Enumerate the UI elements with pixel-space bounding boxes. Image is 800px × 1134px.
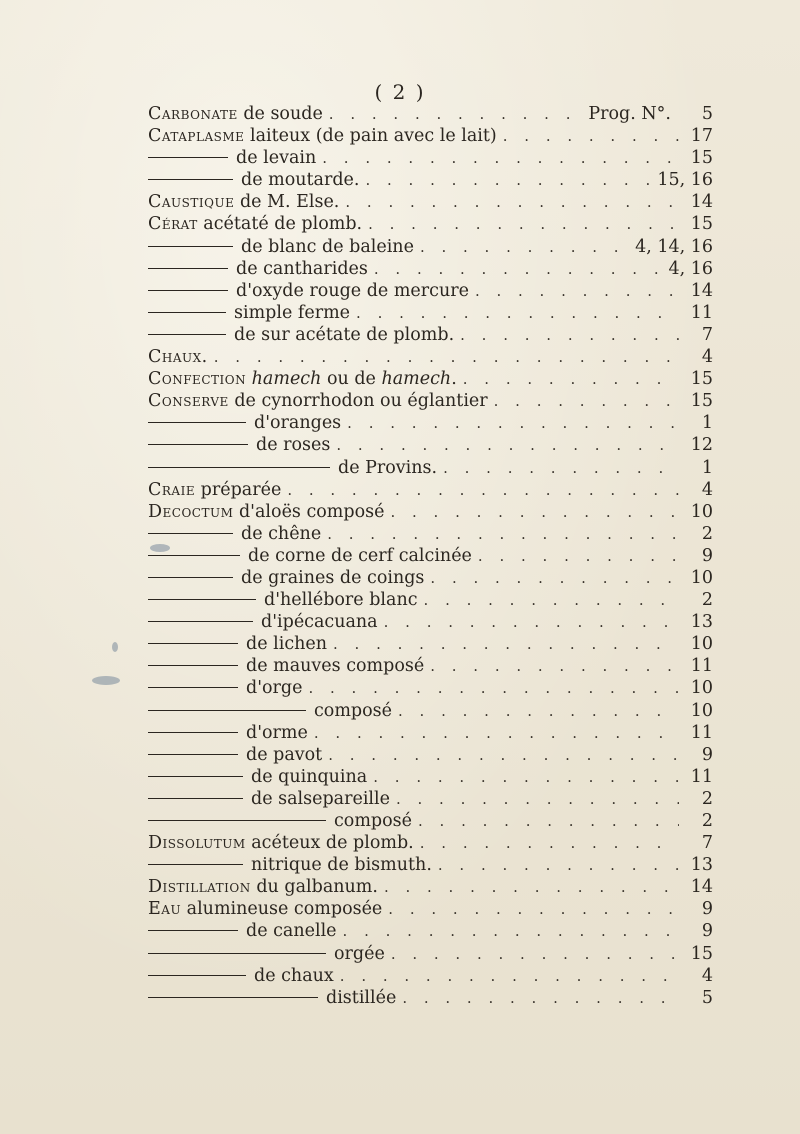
index-entry	[148, 898, 713, 920]
entry-heading: Distillation	[148, 877, 251, 898]
entry-description: de blanc de baleine	[241, 236, 414, 257]
entry-text	[254, 965, 334, 987]
index-entry	[148, 434, 713, 456]
index-entry	[148, 744, 713, 766]
entry-text	[148, 191, 339, 213]
entry-heading: Conserve	[148, 391, 229, 412]
dot-leader	[396, 788, 679, 810]
entry-text	[148, 832, 414, 854]
dot-leader	[373, 766, 679, 788]
index-entry	[148, 766, 713, 788]
entry-description: de corne de cerf calcinée	[248, 545, 472, 566]
index-entry	[148, 324, 713, 346]
dot-leader	[430, 655, 679, 677]
dot-leader	[418, 810, 679, 832]
prog-number: 1	[701, 457, 713, 478]
index-entry	[148, 125, 713, 147]
prog-number: 9	[701, 744, 713, 765]
dot-leader	[424, 589, 679, 611]
entry-text	[246, 744, 322, 766]
index-entry	[148, 523, 713, 545]
index-entry	[148, 213, 713, 235]
entry-text	[236, 147, 316, 169]
ditto-dash	[148, 732, 238, 733]
dot-leader	[327, 523, 679, 545]
index-entry	[148, 943, 713, 965]
dot-leader	[390, 501, 679, 523]
page-number: ( 2 )	[374, 80, 426, 104]
index-entry	[148, 280, 713, 302]
ditto-dash	[148, 422, 246, 423]
ditto-dash	[148, 643, 238, 644]
index-entry	[148, 722, 713, 744]
entry-description: composé	[334, 811, 413, 831]
prog-number: 4, 16	[668, 258, 713, 279]
ditto-dash	[148, 710, 306, 711]
prog-number: 17	[690, 126, 713, 147]
index-entry	[148, 147, 713, 169]
entry-description: d'orme	[246, 722, 308, 743]
dot-leader	[494, 390, 679, 412]
dot-leader	[322, 147, 679, 169]
index-entry	[148, 479, 713, 501]
entry-text	[148, 213, 362, 235]
dot-leader	[420, 236, 629, 258]
index-entry	[148, 368, 713, 390]
ditto-dash	[148, 268, 228, 269]
ditto-dash	[148, 864, 243, 865]
index-entry	[148, 258, 713, 280]
entry-text	[234, 302, 350, 324]
entry-text	[148, 876, 378, 898]
prog-number: 9	[701, 545, 713, 566]
entry-text	[326, 987, 396, 1009]
dot-leader	[365, 169, 651, 191]
prog-number: 14	[690, 192, 713, 213]
ditto-dash	[148, 997, 318, 998]
entry-text	[314, 700, 392, 722]
ditto-dash	[148, 157, 228, 158]
ditto-dash	[148, 687, 238, 688]
entry-heading: Cataplasme	[148, 126, 245, 147]
entry-text	[148, 898, 382, 920]
ditto-dash	[148, 975, 246, 976]
prog-number: 10	[690, 501, 713, 522]
index-entry	[148, 103, 713, 125]
dot-leader	[384, 611, 679, 633]
dot-leader	[391, 943, 679, 965]
entry-description: laiteux (de pain avec le lait)	[249, 126, 497, 147]
dot-leader	[336, 434, 679, 456]
entry-description: acéteux de plomb.	[251, 833, 414, 854]
index-entry	[148, 169, 713, 191]
entry-description: de chêne	[241, 523, 322, 544]
dot-leader	[329, 103, 583, 125]
dot-leader	[287, 479, 679, 501]
prog-number: 15, 16	[657, 170, 713, 191]
entry-description: de soude	[243, 104, 323, 124]
paper-speck	[92, 676, 120, 685]
entry-text	[241, 169, 359, 191]
entry-heading: Confection	[148, 369, 247, 390]
index-entry	[148, 457, 713, 479]
ditto-dash	[148, 444, 248, 445]
entry-text	[148, 501, 384, 523]
ditto-dash	[148, 599, 256, 600]
entry-description: de salsepareille	[251, 788, 390, 809]
dot-leader	[478, 545, 679, 567]
prog-number: 2	[701, 590, 713, 611]
index-entry	[148, 633, 713, 655]
dot-leader	[374, 258, 663, 280]
entry-text	[241, 236, 414, 258]
dot-leader	[345, 191, 679, 213]
index-entry	[148, 545, 713, 567]
dot-leader	[420, 832, 679, 854]
prog-number: 14	[690, 877, 713, 898]
prog-number: 10	[690, 567, 713, 588]
entry-text	[148, 479, 281, 501]
index-entry	[148, 700, 713, 722]
entry-description: de quinquina	[251, 766, 368, 787]
dot-leader	[384, 876, 679, 898]
prog-number: 13	[690, 855, 713, 876]
entry-description: de cynorrhodon ou églantier	[234, 391, 488, 412]
prog-number: 11	[690, 302, 713, 323]
entry-description: d'orge	[246, 678, 303, 699]
entry-text	[256, 434, 330, 456]
entry-description: de moutarde.	[241, 170, 360, 191]
dot-leader	[340, 965, 679, 987]
index-entry	[148, 832, 713, 854]
entry-description: de sur acétate de plomb.	[234, 324, 455, 345]
entry-description: d'hellébore blanc	[264, 590, 418, 611]
dot-leader	[388, 898, 679, 920]
prog-number: 9	[701, 899, 713, 920]
entry-description: préparée	[200, 479, 282, 500]
entry-text	[334, 810, 412, 832]
entry-description: acétaté de plomb.	[203, 214, 363, 235]
index-entry	[148, 236, 713, 258]
prog-number: 11	[690, 722, 713, 743]
entry-text	[251, 766, 367, 788]
dot-leader	[314, 722, 679, 744]
entry-text	[246, 920, 337, 942]
entry-text	[246, 655, 424, 677]
entry-text	[251, 854, 432, 876]
prog-number: 15	[690, 214, 713, 235]
entry-heading: Decoctum	[148, 501, 234, 522]
entry-text	[148, 103, 323, 125]
ditto-dash	[148, 930, 238, 931]
entry-heading: Chaux.	[148, 347, 208, 368]
paper-speck	[150, 544, 170, 552]
ditto-dash	[148, 246, 233, 247]
index-entry	[148, 965, 713, 987]
entry-description: de M. Else.	[239, 192, 340, 213]
entry-description: simple ferme	[234, 302, 351, 323]
entry-description: de chaux	[254, 965, 334, 986]
dot-leader	[356, 302, 679, 324]
ditto-dash	[148, 798, 243, 799]
entry-text	[241, 567, 424, 589]
prog-number: 1	[701, 413, 713, 434]
dot-leader	[503, 125, 679, 147]
entry-text	[246, 677, 302, 699]
index-entry	[148, 567, 713, 589]
entry-text	[254, 412, 341, 434]
prog-number: 2	[701, 523, 713, 544]
index-entry	[148, 655, 713, 677]
entry-heading: Carbonate	[148, 104, 238, 124]
entry-text	[236, 280, 469, 302]
entry-description: de cantharides	[236, 258, 368, 279]
prog-number: 4	[701, 965, 713, 986]
ditto-dash	[148, 953, 326, 954]
ditto-dash	[148, 577, 233, 578]
prog-number: 12	[690, 435, 713, 456]
entry-text	[334, 943, 385, 965]
index-entry	[148, 677, 713, 699]
index-entry	[148, 191, 713, 213]
dot-leader	[347, 412, 679, 434]
entry-text	[241, 523, 321, 545]
entry-heading: Eau	[148, 899, 182, 920]
entry-text	[236, 258, 368, 280]
entry-description: d'ipécacuana	[261, 612, 378, 633]
ditto-dash	[148, 754, 238, 755]
entry-text	[148, 390, 488, 412]
entry-description: nitrique de bismuth.	[251, 855, 432, 876]
paper-speck	[112, 642, 118, 652]
entry-heading: Caustique	[148, 192, 235, 213]
dot-leader	[368, 213, 679, 235]
dot-leader	[463, 368, 679, 390]
prog-number: 15	[690, 943, 713, 964]
entry-description: de canelle	[246, 921, 337, 942]
prog-number: 11	[690, 656, 713, 677]
dot-leader	[430, 567, 679, 589]
entry-text	[261, 611, 378, 633]
dot-leader	[308, 677, 679, 699]
prog-number: 10	[690, 678, 713, 699]
index-entry	[148, 611, 713, 633]
index-entry	[148, 346, 713, 368]
prog-number: 4	[701, 347, 713, 368]
prog-header: Prog. N°.	[588, 104, 671, 124]
ditto-dash	[148, 312, 226, 313]
entry-description: d'oxyde rouge de mercure	[236, 280, 469, 301]
entry-description: composé	[314, 700, 393, 721]
prog-number: 15	[690, 369, 713, 390]
prog-number: 4	[701, 479, 713, 500]
prog-number: 7	[701, 833, 713, 854]
prog-number: 10	[690, 634, 713, 655]
entry-description: de roses	[256, 435, 331, 456]
prog-number: 5	[701, 104, 713, 124]
ditto-dash	[148, 555, 240, 556]
index-list	[148, 103, 713, 1009]
entry-description: de Provins.	[338, 457, 438, 478]
entry-description: distillée	[326, 987, 397, 1008]
entry-text	[246, 633, 327, 655]
dot-leader	[460, 324, 679, 346]
index-entry	[148, 876, 713, 898]
entry-description: d'aloës composé	[238, 501, 385, 522]
entry-text	[148, 368, 457, 390]
entry-description: de pavot	[246, 744, 323, 765]
ditto-dash	[148, 665, 238, 666]
index-entry	[148, 788, 713, 810]
prog-number: 15	[690, 391, 713, 412]
ditto-dash	[148, 179, 233, 180]
dot-leader	[214, 346, 679, 368]
dot-leader	[443, 457, 679, 479]
prog-number: 9	[701, 921, 713, 942]
prog-number: 14	[690, 280, 713, 301]
entry-text	[248, 545, 472, 567]
index-entry	[148, 854, 713, 876]
index-entry	[148, 920, 713, 942]
prog-number: 13	[690, 612, 713, 633]
prog-number: 11	[690, 766, 713, 787]
dot-leader	[475, 280, 679, 302]
ditto-dash	[148, 467, 330, 468]
entry-description: de mauves composé	[246, 656, 425, 677]
dot-leader	[333, 633, 679, 655]
dot-leader	[402, 987, 679, 1009]
prog-number: 2	[701, 811, 713, 831]
entry-description: de levain	[236, 148, 317, 169]
entry-description: de lichen	[246, 634, 328, 655]
entry-description: orgée	[334, 943, 385, 964]
dot-leader	[343, 920, 679, 942]
index-entry	[148, 390, 713, 412]
entry-text	[338, 457, 437, 479]
index-entry	[148, 589, 713, 611]
index-entry	[148, 501, 713, 523]
entry-heading: Craie	[148, 479, 196, 500]
ditto-dash	[148, 533, 233, 534]
index-entry	[148, 412, 713, 434]
dot-leader	[438, 854, 679, 876]
entry-description: du galbanum.	[256, 877, 378, 898]
entry-heading: Dissolutum	[148, 833, 246, 854]
entry-text	[264, 589, 418, 611]
ditto-dash	[148, 334, 226, 335]
entry-text	[148, 346, 208, 368]
entry-text	[246, 722, 308, 744]
entry-text	[234, 324, 454, 346]
ditto-dash	[148, 621, 253, 622]
prog-number: 5	[701, 987, 713, 1008]
index-entry	[148, 810, 713, 832]
prog-number: 7	[701, 324, 713, 345]
prog-number: 2	[701, 788, 713, 809]
entry-text	[251, 788, 390, 810]
ditto-dash	[148, 820, 326, 821]
entry-description: alumineuse composée	[186, 899, 383, 920]
prog-number: 15	[690, 148, 713, 169]
ditto-dash	[148, 776, 243, 777]
index-entry	[148, 302, 713, 324]
prog-number: 10	[690, 700, 713, 721]
entry-heading: Cérat	[148, 214, 198, 235]
dot-leader	[398, 700, 679, 722]
dot-leader	[328, 744, 679, 766]
entry-description: de graines de coings	[241, 567, 425, 588]
prog-number: 4, 14, 16	[635, 236, 713, 257]
entry-description: hamech ou de hamech.	[251, 369, 457, 390]
entry-description: d'oranges	[254, 413, 342, 434]
entry-text	[148, 125, 497, 147]
ditto-dash	[148, 290, 228, 291]
index-entry	[148, 987, 713, 1009]
